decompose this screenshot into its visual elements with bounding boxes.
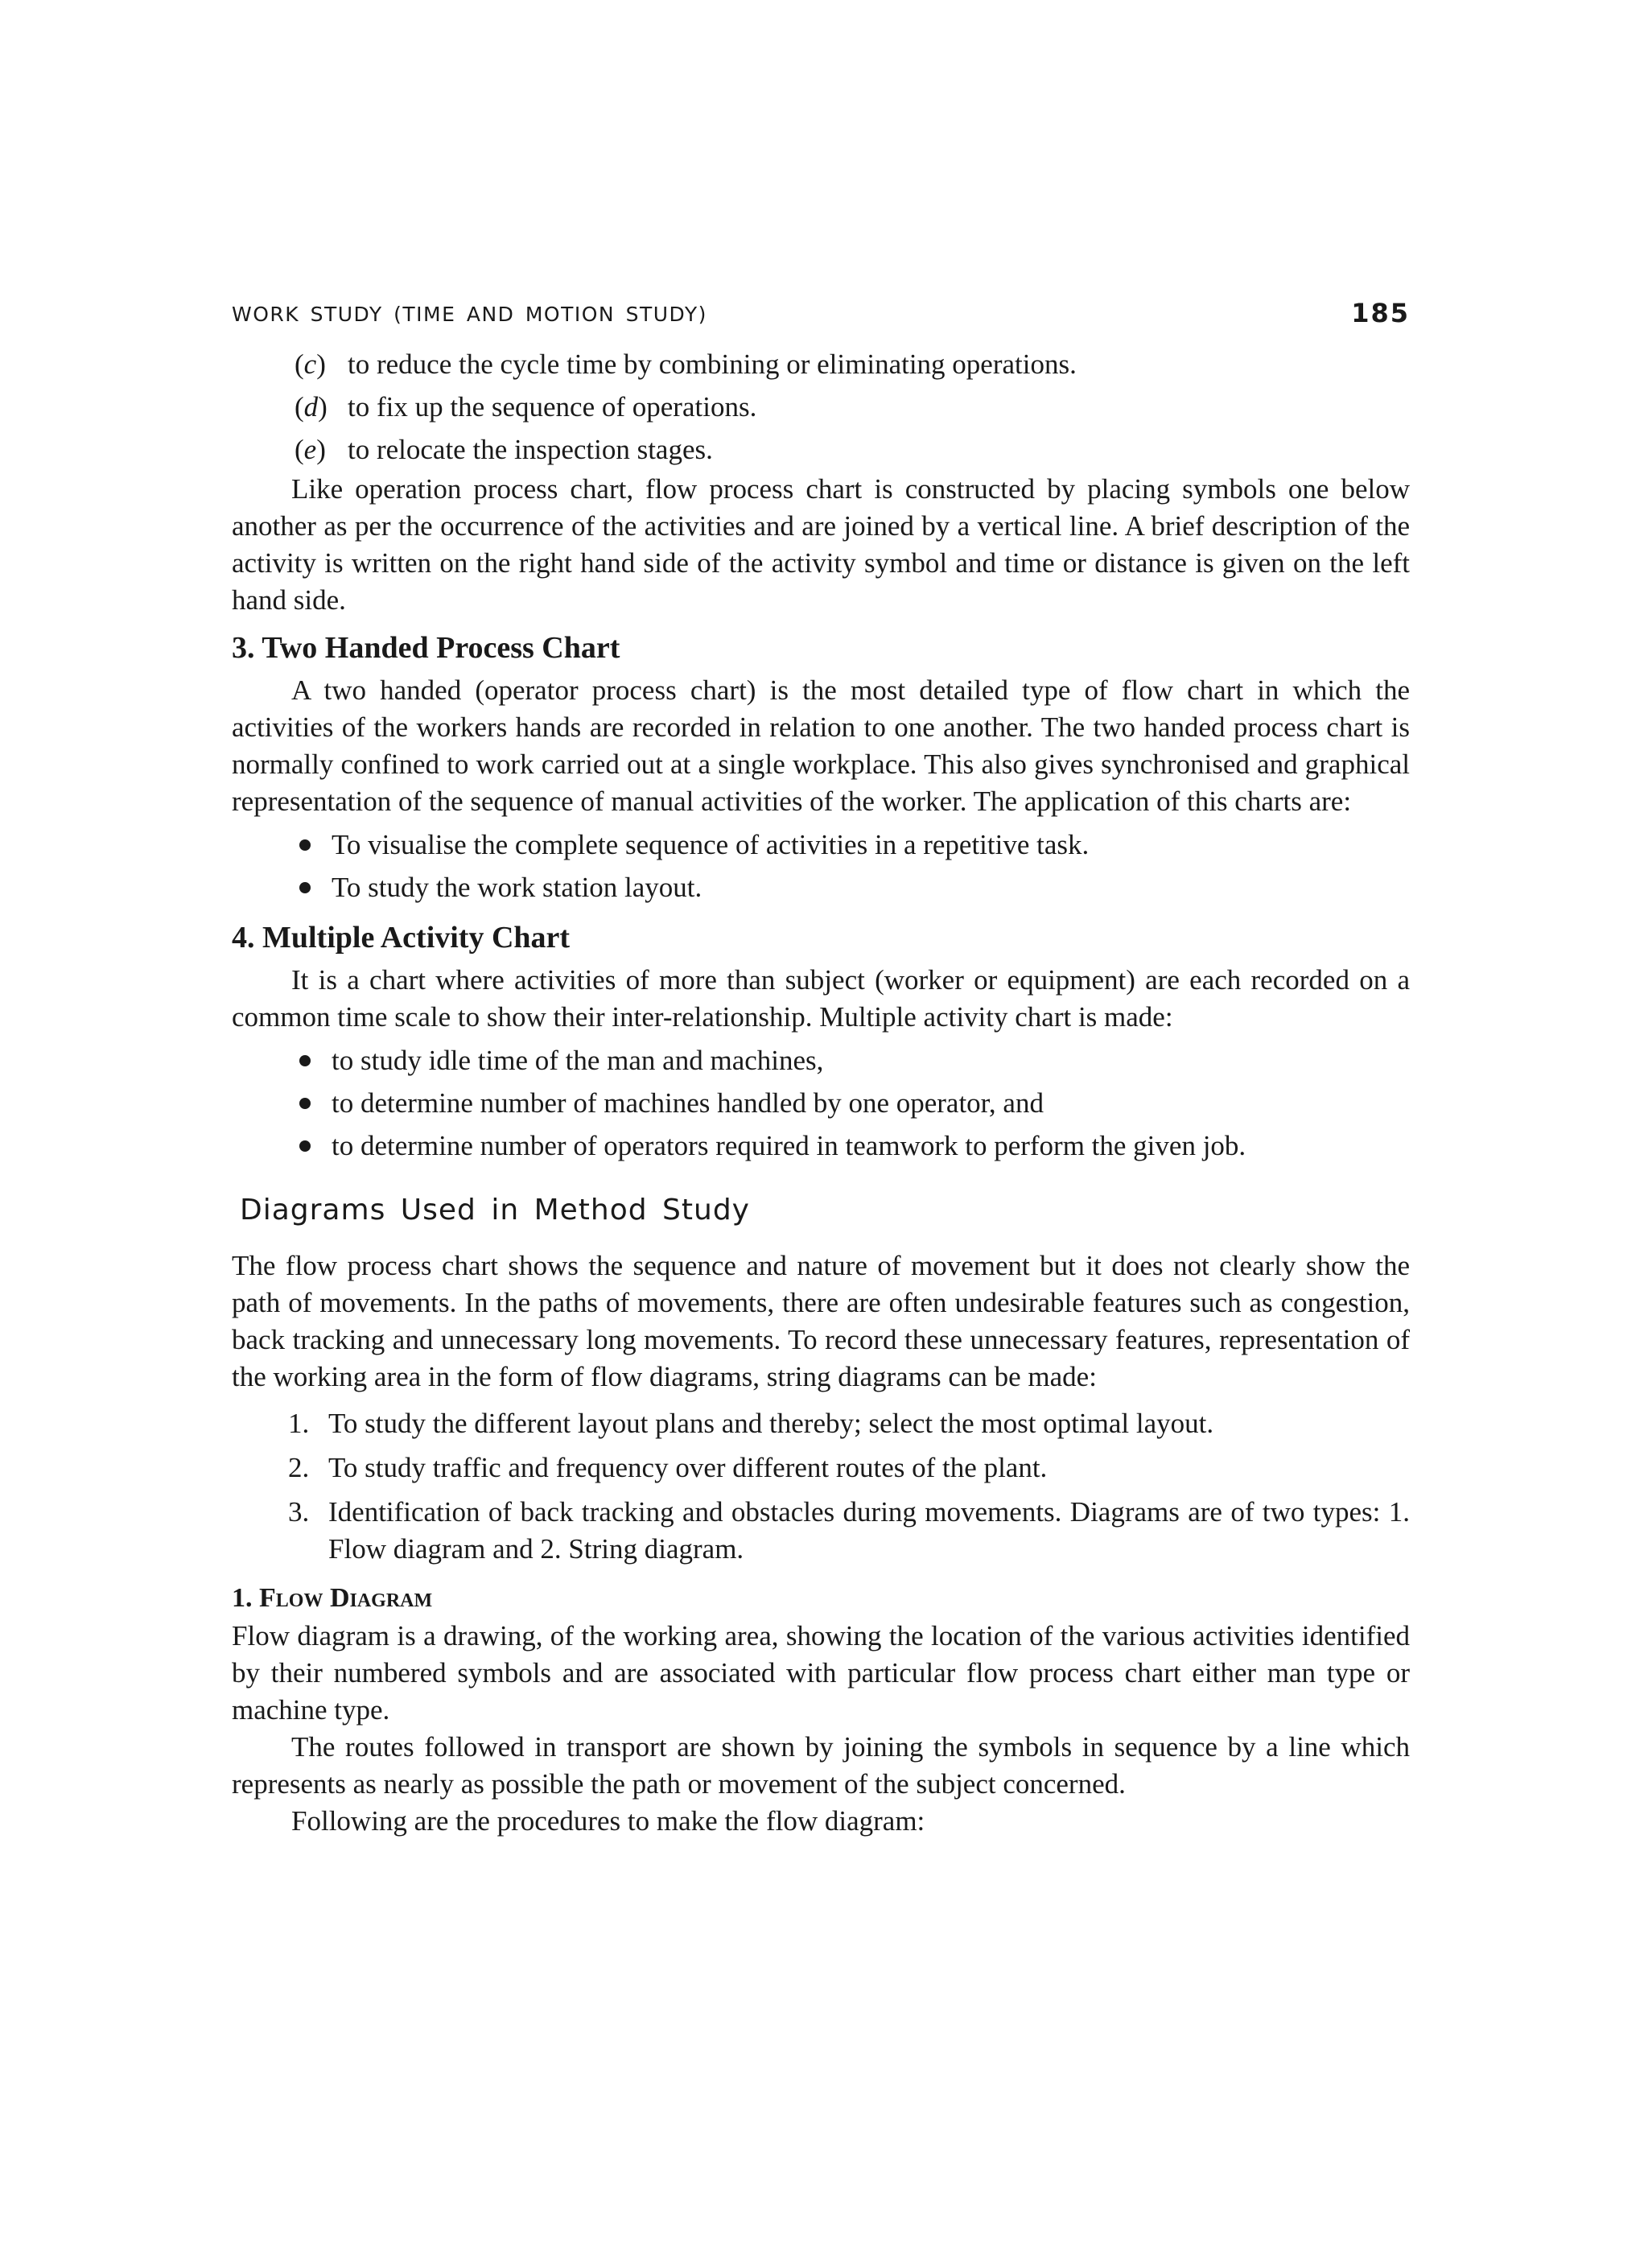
list-item-text: to reduce the cycle time by combining or eliminating operations. xyxy=(348,348,1077,380)
objectives-list xyxy=(295,343,1410,471)
list-item-marker: d xyxy=(303,391,319,423)
numbered-item xyxy=(288,1449,1410,1487)
list-item: (c) to reduce the cycle time by combining or eliminating operations. xyxy=(295,343,1410,386)
list-item-text: to fix up the sequence of operations. xyxy=(348,391,757,423)
list-item-text: to relocate the inspection stages. xyxy=(348,434,713,465)
diagrams-section-heading: Diagrams Used in Method Study xyxy=(240,1194,750,1227)
bullet-item: To study the work station layout. xyxy=(299,866,1410,909)
numbered-item-number: 1. xyxy=(288,1408,310,1439)
numbered-item xyxy=(288,1494,1410,1568)
numbered-item-text: To study traffic and frequency over different routes of the plant. xyxy=(328,1452,1048,1483)
list-item: (d) to fix up the sequence of operations. xyxy=(295,386,1410,428)
numbered-item-number: 2. xyxy=(288,1452,310,1483)
flow-diagram-paragraph-1: Flow diagram is a drawing, of the working area, showing the location of the various activities identified by their numbered symbols and are associated with particular flow process chart either man type or machine type. xyxy=(232,1620,1410,1726)
numbered-item-text: To study the different layout plans and thereby; select the most optimal layout. xyxy=(328,1408,1214,1439)
bullet-item: to study idle time of the man and machines, xyxy=(299,1039,1410,1082)
list-item: (e) to relocate the inspection stages. xyxy=(295,428,1410,471)
flow-diagram-paragraph-2: The routes followed in transport are shown by joining the symbols in sequence by a line which represents as nearly as possible the path or movement of the subject concerned. xyxy=(232,1731,1410,1800)
flow-diagram-heading: 1. Flow Diagram xyxy=(232,1583,433,1613)
page-number: 185 xyxy=(1351,298,1410,328)
two-handed-bullets xyxy=(299,823,1410,909)
running-header-title: WORK STUDY (TIME AND MOTION STUDY) xyxy=(232,303,707,326)
running-header xyxy=(232,298,1410,333)
two-handed-paragraph: A two handed (operator process chart) is the most detailed type of flow chart in which the activities of the workers hands are recorded in relation to one another. The two handed process chart is normally confined to work carried out at a single workplace. This also gives synchronised and graphical representation of the sequence of manual activities of the worker. The application of this charts are: xyxy=(232,674,1410,817)
bullet-item: to determine number of operators required in teamwork to perform the given job. xyxy=(299,1124,1410,1167)
list-item-marker: e xyxy=(303,434,317,465)
numbered-item-text: Identification of back tracking and obstacles during movements. Diagrams are of two types: 1. Flow diagram and 2. String diagram. xyxy=(328,1496,1410,1565)
flow-process-paragraph: Like operation process chart, flow process chart is constructed by placing symbols one below another as per the occurrence of the activities and are joined by a vertical line. A brief description of the activity is written on the right hand side of the activity symbol and time or distance is given on the left hand side. xyxy=(232,473,1410,616)
multiple-activity-paragraph: It is a chart where activities of more than subject (worker or equipment) are each recorded on a common time scale to show their inter-relationship. Multiple activity chart is made: xyxy=(232,964,1410,1033)
bullet-item: to determine number of machines handled by one operator, and xyxy=(299,1082,1410,1124)
diagrams-numbered-list xyxy=(288,1405,1410,1568)
list-item-marker: c xyxy=(303,348,317,380)
page-content xyxy=(232,298,1410,1840)
numbered-item xyxy=(288,1405,1410,1442)
diagrams-paragraph: The flow process chart shows the sequence and nature of movement but it does not clearly show the path of movements. In the paths of movements, there are often undesirable features such as congestion, back tracking and unnecessary long movements. To record these unnecessary features, representation of the working area in the form of flow diagrams, string diagrams can be made: xyxy=(232,1250,1410,1392)
multiple-activity-bullets xyxy=(299,1039,1410,1167)
flow-diagram-paragraph-3: Following are the procedures to make the flow diagram: xyxy=(291,1805,925,1837)
bullet-item: To visualise the complete sequence of activities in a repetitive task. xyxy=(299,823,1410,866)
multiple-activity-heading: 4. Multiple Activity Chart xyxy=(232,921,571,955)
numbered-item-number: 3. xyxy=(288,1496,310,1528)
two-handed-heading: 3. Two Handed Process Chart xyxy=(232,631,620,665)
